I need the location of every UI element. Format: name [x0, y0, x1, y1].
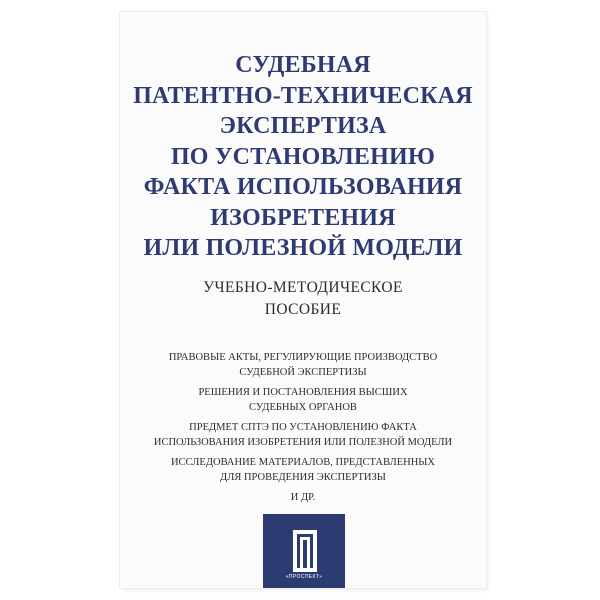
- topic-item: [120, 491, 486, 506]
- publisher-block: [263, 514, 345, 588]
- book-subtitle: [120, 277, 486, 321]
- title-line: СУДЕБНАЯ: [235, 52, 371, 78]
- topic-line: ДЛЯ ПРОВЕДЕНИЯ ЭКСПЕРТИЗЫ: [220, 472, 386, 484]
- topic-line: ИССЛЕДОВАНИЕ МАТЕРИАЛОВ, ПРЕДСТАВЛЕННЫХ: [170, 457, 436, 469]
- book-cover: [120, 12, 486, 588]
- title-line: ЭКСПЕРТИЗА: [219, 113, 387, 139]
- topic-item: [120, 351, 486, 381]
- subtitle-line: ПОСОБИЕ: [264, 301, 342, 318]
- subtitle-line: УЧЕБНО-МЕТОДИЧЕСКОЕ: [203, 279, 403, 296]
- topic-line: ПРАВОВЫЕ АКТЫ, РЕГУЛИРУЮЩИЕ ПРОИЗВОДСТВО: [168, 352, 438, 363]
- title-line: ИЗОБРЕТЕНИЯ: [210, 204, 396, 231]
- topic-line: ПРЕДМЕТ СПТЭ ПО УСТАНОВЛЕНИЮ ФАКТА: [189, 422, 417, 434]
- topic-line: РЕШЕНИЯ И ПОСТАНОВЛЕНИЯ ВЫСШИХ: [198, 387, 408, 399]
- topic-line: СУДЕБНЫХ ОРГАНОВ: [249, 401, 357, 413]
- topic-line: ИСПОЛЬЗОВАНИЯ ИЗОБРЕТЕНИЯ ИЛИ ПОЛЕЗНОЙ МОДЕЛИ: [153, 436, 453, 448]
- book-title: [120, 50, 486, 264]
- topic-line: СУДЕБНОЙ ЭКСПЕРТИЗЫ: [239, 366, 367, 378]
- prospekt-p-logo-icon: [293, 530, 317, 572]
- title-line: ПО УСТАНОВЛЕНИЮ: [170, 143, 436, 170]
- topic-item: [120, 456, 486, 486]
- title-line: ПАТЕНТНО-ТЕХНИЧЕСКАЯ: [133, 82, 473, 109]
- topic-item: [120, 421, 486, 451]
- topics-list: [120, 351, 486, 512]
- title-line: ИЛИ ПОЛЕЗНОЙ МОДЕЛИ: [143, 235, 463, 261]
- topic-item: [120, 386, 486, 416]
- title-line: ФАКТА ИСПОЛЬЗОВАНИЯ: [143, 174, 463, 200]
- publisher-name: «ПРОСПЕКТ»: [285, 574, 323, 580]
- topic-line: И ДР.: [290, 492, 316, 504]
